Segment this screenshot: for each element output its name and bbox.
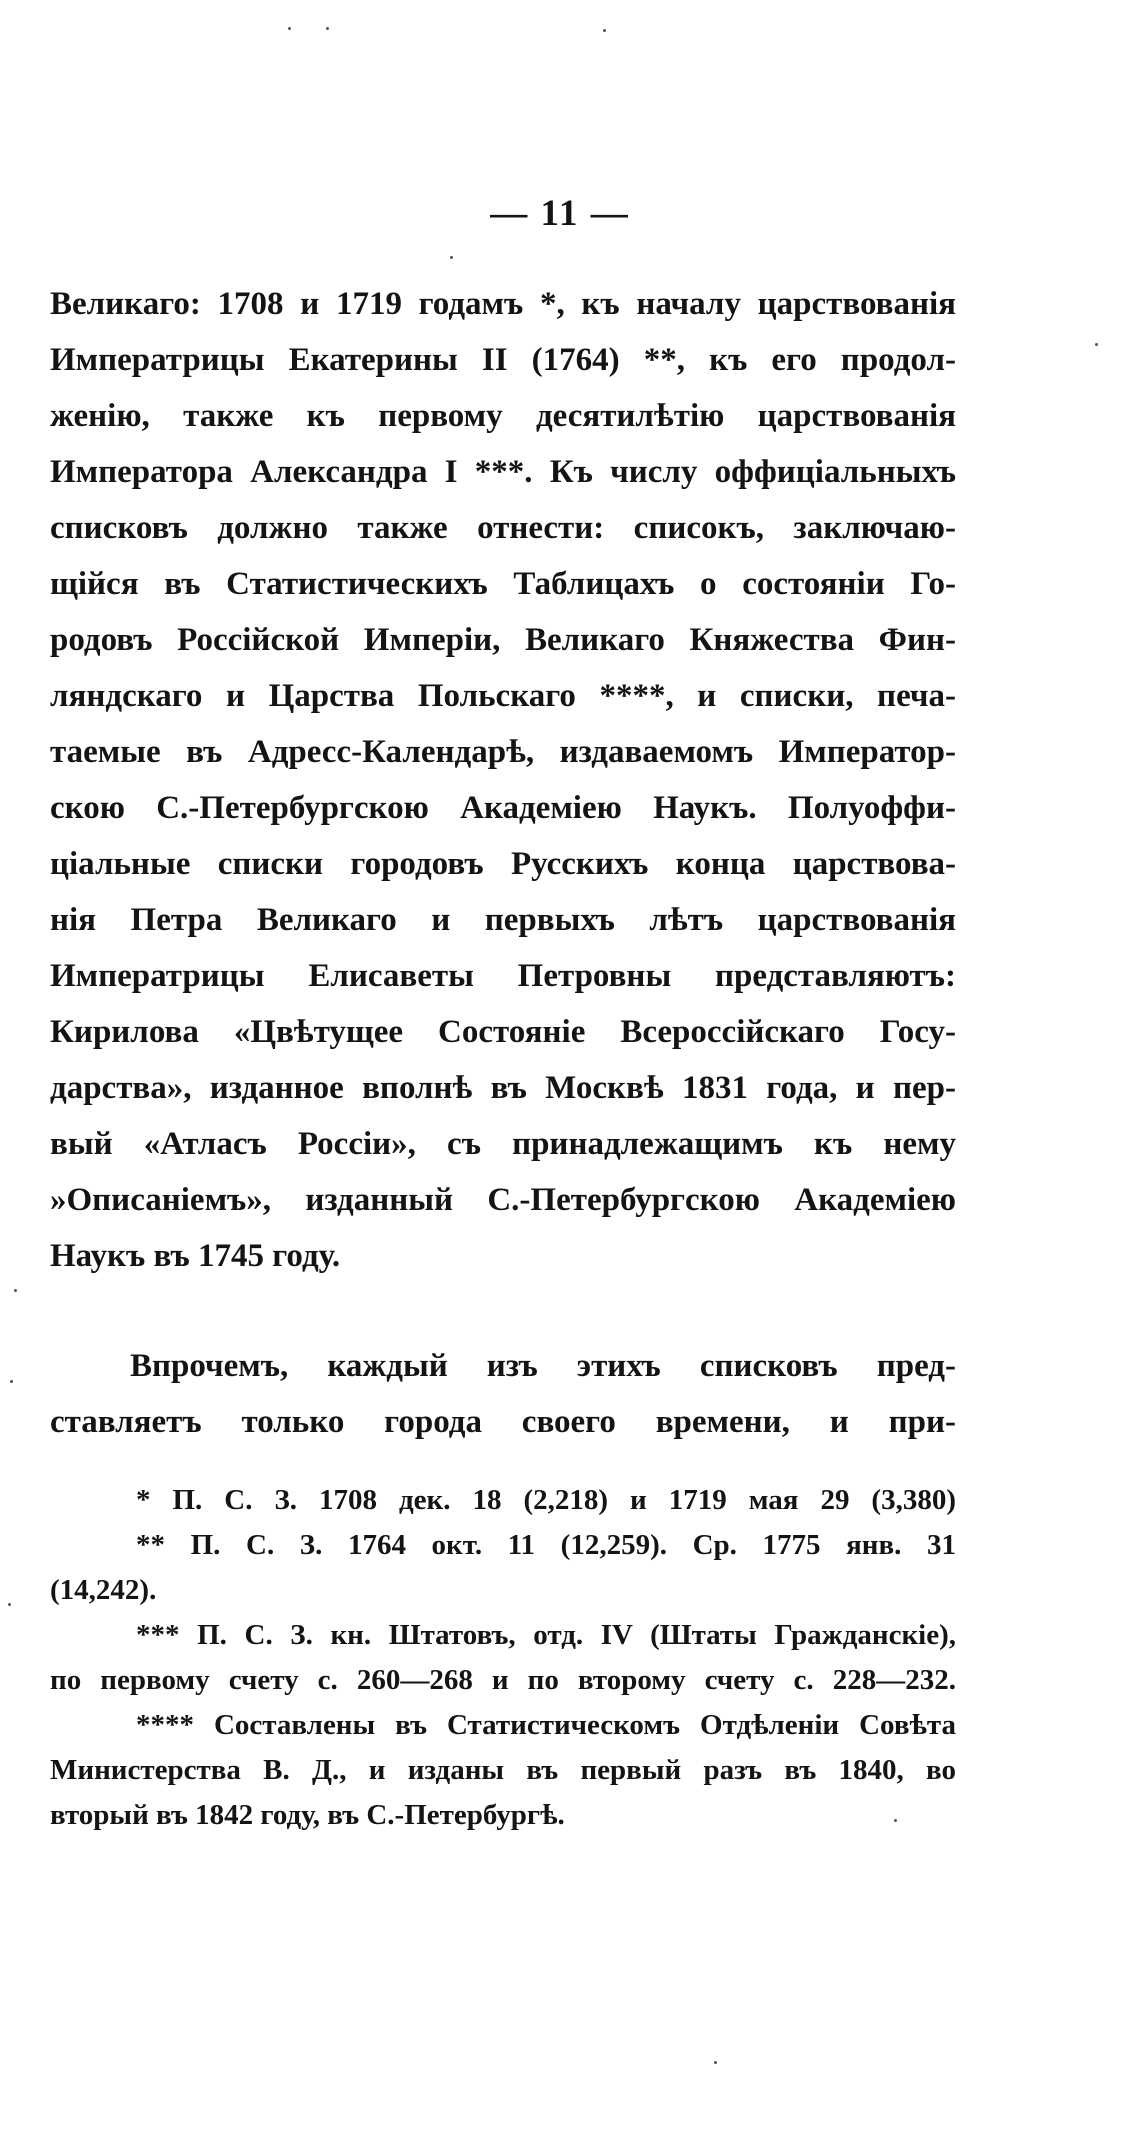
footnote-line: (14,242). (50, 1574, 157, 1606)
scan-speck (1095, 343, 1098, 346)
footnotes (50, 1478, 956, 1838)
text-line: Впрочемъ, каждый изъ этихъ списковъ пред- (130, 1348, 956, 1384)
text-line: Наукъ въ 1745 году. (50, 1238, 341, 1274)
footnote-line: Министерства В. Д., и изданы въ первый разъ въ 1840, во (50, 1754, 956, 1786)
footnote-line: *** П. С. З. кн. Штатовъ, отд. IV (Штаты Гражданскіе), (136, 1619, 956, 1651)
text-line: таемые въ Адресс-Календарѣ, издаваемомъ Император- (50, 734, 956, 770)
text-line: ставляетъ только города своего времени, и при- (50, 1404, 956, 1440)
scan-speck (326, 27, 329, 30)
footnote-line: вторый въ 1842 году, въ С.-Петербургѣ. (50, 1799, 565, 1831)
text-line: дарства», изданное вполнѣ въ Москвѣ 1831 года, и пер- (50, 1070, 956, 1106)
text-line: щійся въ Статистическихъ Таблицахъ о состояніи Го- (50, 566, 956, 602)
text-line: Великаго: 1708 и 1719 годамъ *, къ началу царствованія (50, 286, 956, 322)
text-line: Императрицы Екатерины II (1764) **, къ его продол- (50, 342, 956, 378)
text-line: ціальные списки городовъ Русскихъ конца царствова- (50, 846, 956, 882)
page-number: — 11 — (490, 193, 630, 234)
scan-speck (8, 1603, 11, 1606)
text-line: вый «Атласъ Россіи», съ принадлежащимъ къ нему (50, 1126, 956, 1162)
text-line: скою С.-Петербургскою Академіею Наукъ. Полуоффи- (50, 790, 956, 826)
footnote-line: * П. С. З. 1708 дек. 18 (2,218) и 1719 мая 29 (3,380) (136, 1484, 956, 1516)
text-line: »Описаніемъ», изданный С.-Петербургскою Академіею (50, 1182, 956, 1218)
scan-speck (288, 27, 291, 30)
scan-speck (450, 256, 453, 259)
text-line: списковъ должно также отнести: списокъ, заключаю- (50, 510, 956, 546)
scan-speck (14, 1289, 17, 1292)
text-line: ляндскаго и Царства Польскаго ****, и списки, печа- (50, 678, 956, 714)
scan-speck (894, 1819, 897, 1822)
text-line: родовъ Россійской Имперіи, Великаго Княжества Фин- (50, 622, 956, 658)
scan-speck (603, 29, 606, 32)
text-line: Императрицы Елисаветы Петровны представляютъ: (50, 958, 956, 994)
text-line: Кирилова «Цвѣтущее Состояніе Всероссійскаго Госу- (50, 1014, 956, 1050)
second-paragraph (50, 1338, 956, 1450)
footnote-line: по первому счету с. 260—268 и по второму счету с. 228—232. (50, 1664, 956, 1696)
text-line: женію, также къ первому десятилѣтію царствованія (50, 398, 956, 434)
footnote-line: ** П. С. З. 1764 окт. 11 (12,259). Ср. 1775 янв. 31 (136, 1529, 956, 1561)
scan-speck (714, 2061, 717, 2064)
footnote-line: **** Составлены въ Статистическомъ Отдѣленіи Совѣта (136, 1709, 956, 1741)
scan-speck (10, 1380, 13, 1383)
text-line: нія Петра Великаго и первыхъ лѣтъ царствованія (50, 902, 956, 938)
main-text-block (50, 276, 956, 1284)
text-line: Императора Александра I ***. Къ числу оффиціальныхъ (50, 454, 956, 490)
